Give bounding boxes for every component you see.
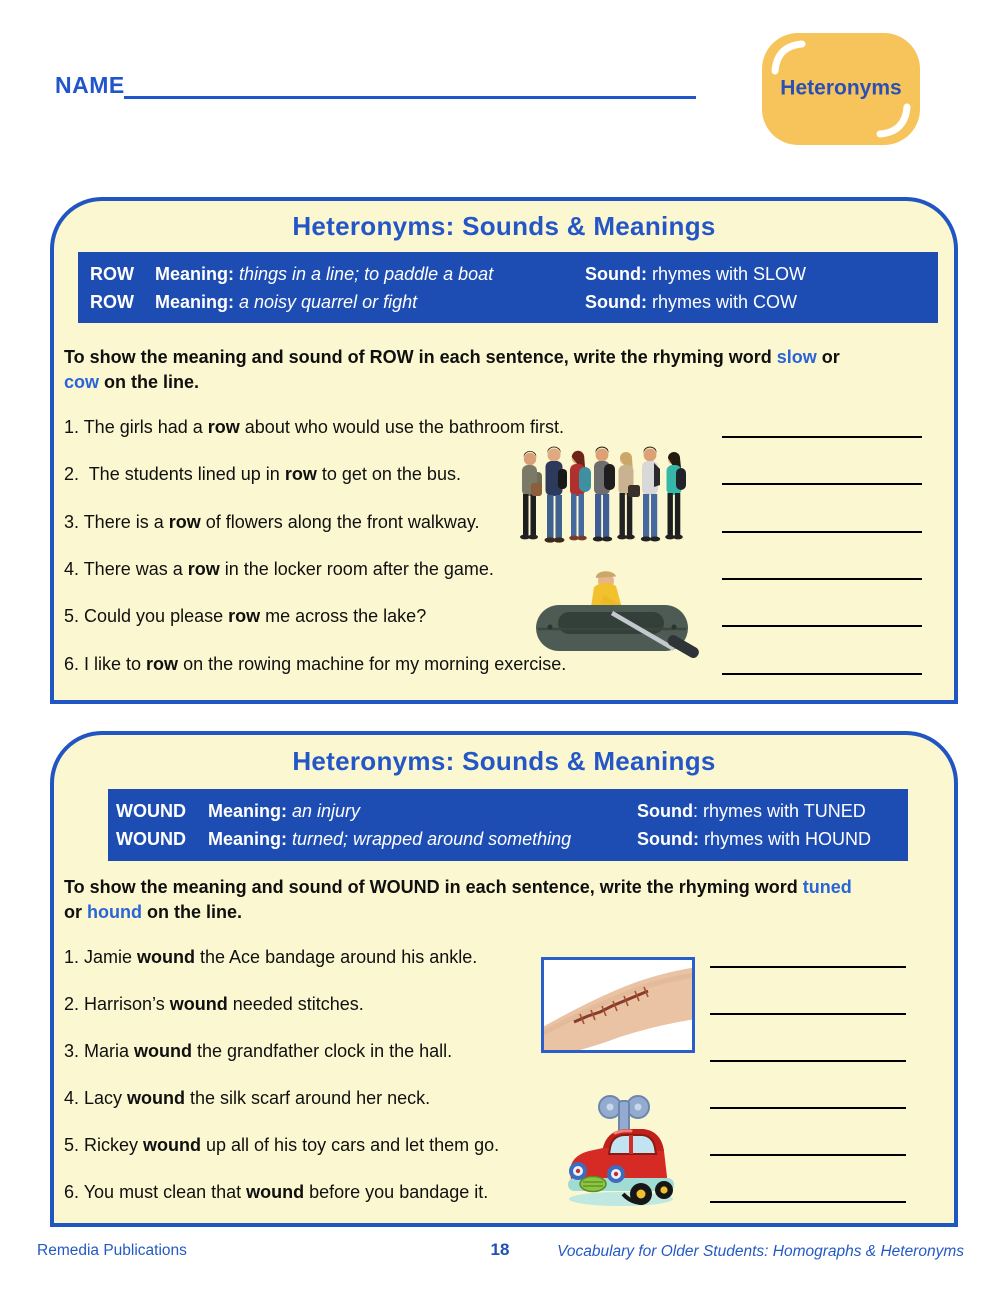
answer-blank [710, 1201, 906, 1203]
section-title: Heteronyms: Sounds & Meanings [292, 746, 716, 776]
sentence-text: 1. The girls had a row about who would use the bathroom first. [64, 417, 564, 437]
word-row: WOUND Meaning: turned; wrapped around something Sound: rhymes with HOUND [116, 829, 872, 849]
sentence-row [64, 654, 948, 680]
sentence-text: 4. There was a row in the locker room after the game. [64, 559, 494, 579]
word-row: WOUND Meaning: an injury Sound: rhymes with TUNED [116, 801, 866, 821]
sentence-row [64, 1088, 948, 1114]
sentence-text: 3. Maria wound the grandfather clock in the hall. [64, 1041, 453, 1061]
students-in-row-image [516, 445, 688, 550]
sentence-row [64, 1135, 948, 1161]
sentence-row [64, 947, 948, 973]
sentence-text: 2. Harrison’s wound needed stitches. [64, 994, 364, 1014]
answer-blank [722, 531, 922, 533]
answer-blank [722, 625, 922, 627]
answer-blank [710, 1060, 906, 1062]
sentence-text: 6. You must clean that wound before you bandage it. [64, 1182, 489, 1202]
rowboat-image [532, 557, 704, 669]
section-title: Heteronyms: Sounds & Meanings [292, 211, 716, 241]
name-blank-line [124, 96, 696, 99]
word-row: ROW Meaning: things in a line; to paddle a boat Sound: rhymes with SLOW [90, 263, 807, 284]
sentence-row [64, 1041, 948, 1067]
worksheet-panel-wound [50, 731, 958, 1227]
word-box [108, 789, 908, 861]
footer-publisher: Remedia Publications [37, 1242, 187, 1259]
sentence-row [64, 512, 948, 538]
instructions: To show the meaning and sound of ROW in each sentence, write the rhyming word slow or cow on the line. [64, 347, 840, 392]
sentence-text: 5. Could you please row me across the lake? [64, 606, 427, 626]
sentence-row [64, 606, 948, 632]
sentence-row [64, 559, 948, 585]
sentence-row [64, 417, 948, 443]
answer-blank [710, 1107, 906, 1109]
sentence-text: 6. I like to row on the rowing machine for my morning exercise. [64, 654, 567, 674]
answer-blank [710, 966, 906, 968]
badge-label: Heteronyms [780, 76, 902, 100]
answer-blank [710, 1154, 906, 1156]
heteronyms-badge [762, 33, 920, 145]
answer-blank [722, 673, 922, 675]
footer-book-title: Vocabulary for Older Students: Homographs & Heteronyms [557, 1243, 964, 1260]
answer-blank [710, 1013, 906, 1015]
answer-blank [722, 578, 922, 580]
wind-up-toy-car-image [563, 1091, 679, 1211]
sentence-text: 2. The students lined up in row to get on the bus. [64, 464, 461, 484]
instructions: To show the meaning and sound of WOUND in each sentence, write the rhyming word tuned or hound on the line. [64, 877, 852, 922]
footer-page-number: 18 [490, 1240, 510, 1259]
stitched-wound-image [541, 957, 695, 1053]
answer-blank [722, 436, 922, 438]
sentence-text: 1. Jamie wound the Ace bandage around his ankle. [64, 947, 478, 967]
sentence-text: 4. Lacy wound the silk scarf around her neck. [64, 1088, 431, 1108]
answer-blank [722, 483, 922, 485]
sentence-row [64, 1182, 948, 1208]
word-row: ROW Meaning: a noisy quarrel or fight Sound: rhymes with COW [90, 291, 797, 312]
worksheet-panel-row [50, 197, 958, 704]
word-box [78, 252, 938, 323]
name-label: NAME [55, 72, 125, 98]
sentence-text: 5. Rickey wound up all of his toy cars and let them go. [64, 1135, 500, 1155]
sentence-row [64, 994, 948, 1020]
sentence-text: 3. There is a row of flowers along the front walkway. [64, 512, 480, 532]
sentence-row [64, 464, 948, 490]
